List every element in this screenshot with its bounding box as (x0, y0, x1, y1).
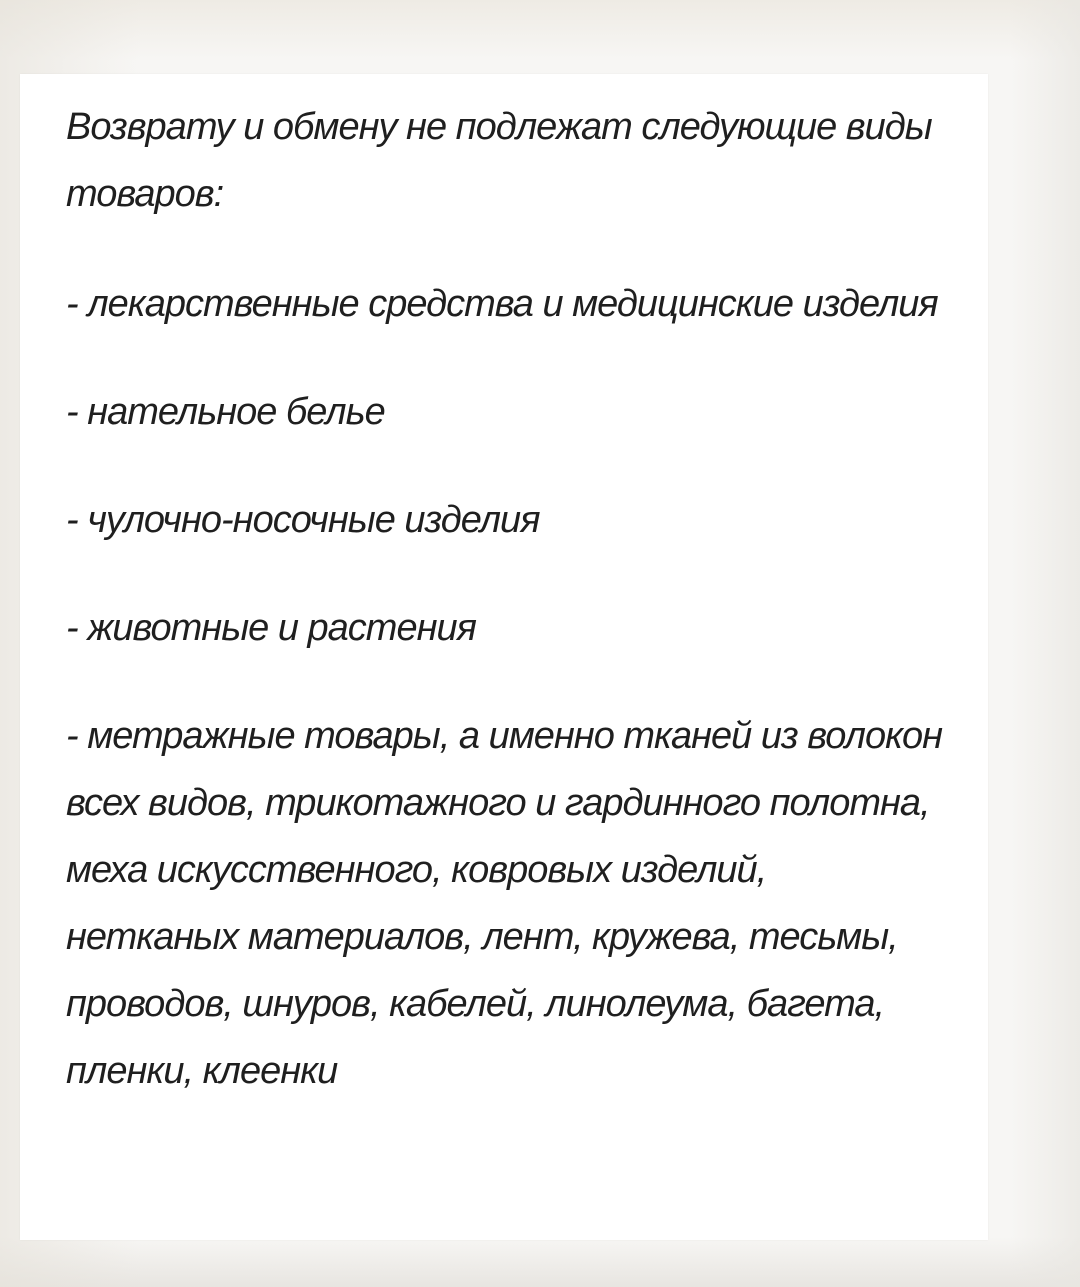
list-item: - нательное белье (66, 391, 385, 433)
list-item: - лекарственные средства и медицинские изделия (66, 283, 938, 325)
notice-heading: Возврату и обмену не подлежат следующие виды товаров: (66, 106, 932, 215)
list-item: - чулочно-носочные изделия (66, 499, 540, 541)
notice-text (66, 94, 946, 1146)
notice-card (20, 74, 988, 1240)
list-item: - метражные товары, а именно тканей из волокон всех видов, трикотажного и гардинного полотна, меха искусственного, ковровых изделий, нетканых материалов, лент, кружева, тесьмы, проводов, шнуров, кабелей, линолеума, багета, пленки, клеенки (66, 715, 943, 1092)
list-item: - животные и растения (66, 607, 476, 649)
